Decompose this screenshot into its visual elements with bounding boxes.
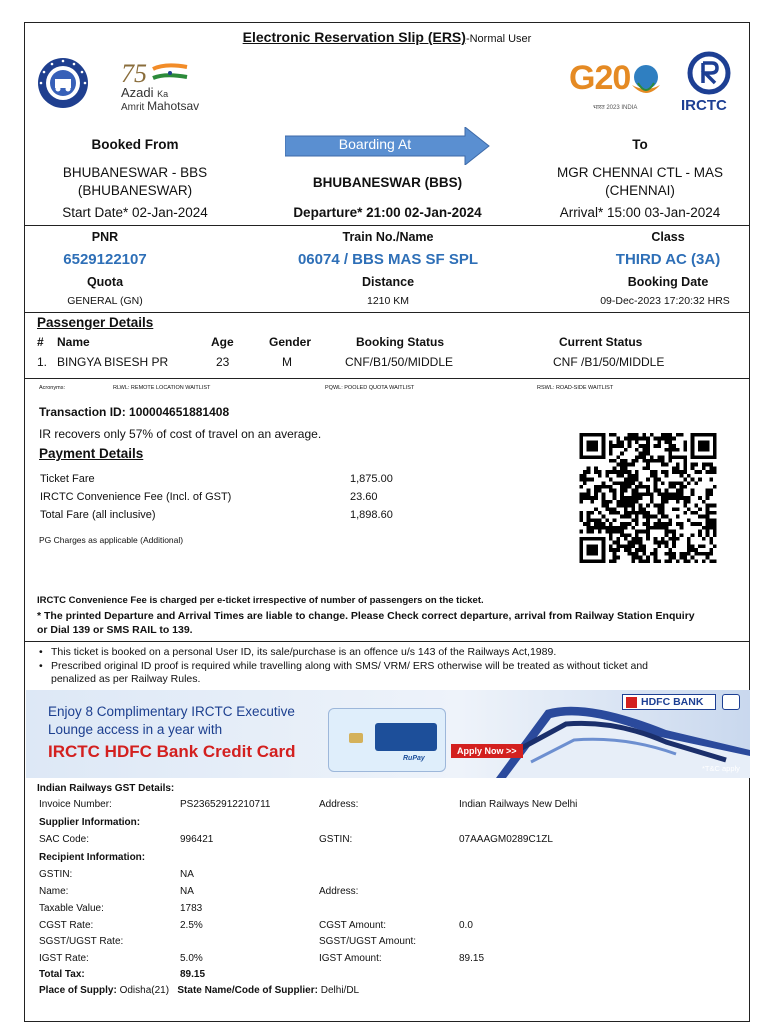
logo-azadi-text: Azadi [121, 85, 154, 100]
hdfc-bank-text: HDFC BANK [641, 696, 704, 708]
col-number: # [37, 335, 44, 349]
passenger-current-status: CNF /B1/50/MIDDLE [553, 355, 665, 369]
taxable-value: 1783 [180, 903, 203, 914]
train-value: 06074 / BBS MAS SF SPL [297, 251, 479, 268]
supplier-address: Indian Railways New Delhi [459, 799, 578, 810]
booking-date-label: Booking Date [627, 275, 709, 289]
recipient-gstin: NA [180, 869, 194, 880]
transaction-id: Transaction ID: 100004651881408 [39, 405, 230, 419]
to-label: To [632, 137, 648, 152]
g20-tagline: भारत 2023 INDIA [593, 105, 638, 111]
passenger-details-heading: Passenger Details [37, 315, 154, 330]
hdfc-ad-banner[interactable] [26, 690, 750, 778]
irctc-emblem-icon [681, 51, 737, 95]
rupay-text: RuPay [403, 755, 425, 762]
fare-label: Ticket Fare [40, 473, 95, 485]
page-title [25, 29, 749, 45]
cgst-amount-label: CGST Amount: [319, 920, 387, 931]
divider [25, 312, 749, 313]
azadi-ka-amrit-mahotsav-logo [109, 57, 209, 113]
supplier-state-label: State Name/Code of Supplier: [177, 985, 318, 996]
irctc-small-logo-icon [722, 694, 740, 710]
irctc-logo-text: IRCTC [681, 97, 727, 114]
payment-details-heading: Payment Details [39, 446, 144, 461]
tnc-note: *T&C apply [702, 764, 740, 773]
pg-charges-note: PG Charges as applicable (Additional) [39, 535, 184, 545]
apply-now-button[interactable]: Apply Now >> [451, 744, 523, 758]
qr-code [579, 433, 717, 563]
from-station: BHUBANESWAR - BBS [62, 165, 208, 180]
banner-line1: Enjoy 8 Complimentary IRCTC Executive [48, 704, 295, 719]
cgst-rate-label: CGST Rate: [39, 920, 94, 931]
to-station: MGR CHENNAI CTL - MAS [556, 165, 723, 180]
recipient-address-label: Address: [319, 886, 359, 897]
quota-label: Quota [86, 275, 124, 289]
passenger-name: BINGYA BISESH PR [57, 355, 169, 369]
cgst-rate: 2.5% [180, 920, 203, 931]
place-of-supply: Odisha(21) [119, 985, 170, 996]
timing-note-line1: * The printed Departure and Arrival Times are liable to change. Please Check correct departure, arrival from Railway Station Enquiry [37, 610, 695, 622]
sac-code: 996421 [180, 834, 214, 845]
lotus-globe-icon [629, 63, 663, 99]
supplier-info-heading: Supplier Information: [39, 817, 141, 828]
id-proof-note-line1: Prescribed original ID proof is required while travelling along with SMS/ VRM/ ERS otherwise will be treated as without ticket and [51, 660, 649, 672]
divider [25, 641, 749, 642]
indian-railways-logo [37, 55, 89, 111]
acronym-pqwl: PQWL: POOLED QUOTA WAITLIST [325, 385, 415, 391]
booked-from-label: Booked From [91, 137, 179, 152]
id-proof-note-line2: penalized as per Railway Rules. [51, 673, 201, 685]
pnr-value: 6529122107 [63, 251, 147, 268]
class-label: Class [651, 230, 685, 244]
igst-rate-label: IGST Rate: [39, 953, 89, 964]
acronym-rlwl: RLWL: REMOTE LOCATION WAITLIST [113, 385, 211, 391]
banner-headline: IRCTC HDFC Bank Credit Card [48, 742, 296, 761]
divider [25, 225, 749, 226]
banner-line2: Lounge access in a year with [48, 722, 223, 737]
arrival-time: Arrival* 15:00 03-Jan-2024 [559, 205, 721, 220]
acronym-rswl: RSWL: ROAD-SIDE WAITLIST [537, 385, 614, 391]
start-date: Start Date* 02-Jan-2024 [62, 205, 208, 220]
cgst-amount: 0.0 [459, 920, 473, 931]
from-city: (BHUBANESWAR) [77, 183, 193, 198]
distance-value: 1210 KM [366, 295, 410, 307]
convenience-fee-note: IRCTC Convenience Fee is charged per e-ticket irrespective of number of passengers on the ticket. [37, 595, 484, 606]
recipient-name-label: Name: [39, 886, 69, 897]
sac-label: SAC Code: [39, 834, 90, 845]
booking-date-value: 09-Dec-2023 17:20:32 HRS [600, 295, 730, 307]
passenger-age: 23 [216, 355, 230, 369]
hdfc-logo-icon [626, 697, 637, 708]
sgst-amount-label: SGST/UGST Amount: [319, 936, 417, 947]
logo-mahotsav-text: Mahotsav [147, 99, 200, 113]
igst-amount-label: IGST Amount: [319, 953, 382, 964]
fare-label: IRCTC Convenience Fee (Incl. of GST) [40, 491, 232, 503]
col-age: Age [211, 335, 234, 349]
gstin-label: GSTIN: [319, 834, 353, 845]
logo-ka-text: Ka [157, 89, 169, 99]
fare-value: 1,898.60 [350, 509, 393, 521]
g20-text: G20 [569, 59, 631, 97]
quota-value: GENERAL (GN) [67, 295, 143, 307]
flag-icon [151, 63, 189, 83]
credit-card-image [328, 708, 446, 772]
igst-rate: 5.0% [180, 953, 203, 964]
col-booking-status: Booking Status [356, 335, 445, 349]
taxable-value-label: Taxable Value: [39, 903, 104, 914]
col-gender: Gender [269, 335, 312, 349]
supplier-state: Delhi/DL [320, 985, 360, 996]
distance-label: Distance [361, 275, 415, 289]
recipient-info-heading: Recipient Information: [39, 852, 146, 863]
divider [25, 378, 749, 379]
boarding-at-arrow [285, 127, 491, 165]
col-current-status: Current Status [559, 335, 643, 349]
cost-recovery-note: IR recovers only 57% of cost of travel on an average. [39, 427, 322, 441]
card-screen [375, 723, 437, 751]
place-of-supply-label: Place of Supply: [39, 985, 117, 996]
hdfc-bank-logo [622, 694, 716, 710]
invoice-label: Invoice Number: [39, 799, 112, 810]
acronyms-label: Acronyms: [39, 385, 65, 391]
place-of-supply-line [39, 985, 359, 996]
total-tax: 89.15 [180, 969, 206, 980]
passenger-number: 1. [37, 355, 48, 369]
igst-amount: 89.15 [459, 953, 485, 964]
logo-amrit-text: Amrit [121, 102, 145, 113]
sgst-rate-label: SGST/UGST Rate: [39, 936, 124, 947]
class-value: THIRD AC (3A) [615, 251, 721, 268]
boarding-at-label: Boarding At [338, 136, 412, 152]
invoice-number: PS23652912210711 [180, 799, 271, 810]
logo-75: 75 [121, 59, 147, 88]
boarding-station: BHUBANESWAR (BBS) [312, 175, 463, 190]
departure-time: Departure* 21:00 02-Jan-2024 [293, 205, 482, 220]
train-label: Train No./Name [342, 230, 434, 244]
fare-label: Total Fare (all inclusive) [40, 509, 156, 521]
card-chip-icon [349, 733, 363, 743]
passenger-gender: M [282, 355, 292, 369]
ers-ticket [24, 22, 750, 1022]
recipient-name: NA [180, 886, 194, 897]
note-bullet: • [39, 660, 43, 672]
user-type: -Normal User [465, 33, 532, 45]
gst-heading: Indian Railways GST Details: [37, 783, 175, 794]
fare-value: 1,875.00 [350, 473, 393, 485]
to-city: (CHENNAI) [605, 183, 675, 198]
recipient-gstin-label: GSTIN: [39, 869, 73, 880]
ers-title: Electronic Reservation Slip (ERS) [242, 29, 466, 45]
personal-id-note: This ticket is booked on a personal User ID, its sale/purchase is an offence u/s 143 of the Railways Act,1989. [51, 646, 557, 658]
fare-value: 23.60 [350, 491, 378, 503]
note-bullet: • [39, 646, 43, 658]
total-tax-label: Total Tax: [39, 969, 85, 980]
g20-logo [565, 59, 665, 119]
irctc-logo [675, 51, 741, 121]
supplier-gstin: 07AAAGM0289C1ZL [459, 834, 553, 845]
passenger-booking-status: CNF/B1/50/MIDDLE [345, 355, 454, 369]
col-name: Name [57, 335, 90, 349]
address-label: Address: [319, 799, 359, 810]
pnr-label: PNR [91, 230, 119, 244]
timing-note-line2: or Dial 139 or SMS RAIL to 139. [37, 624, 193, 636]
